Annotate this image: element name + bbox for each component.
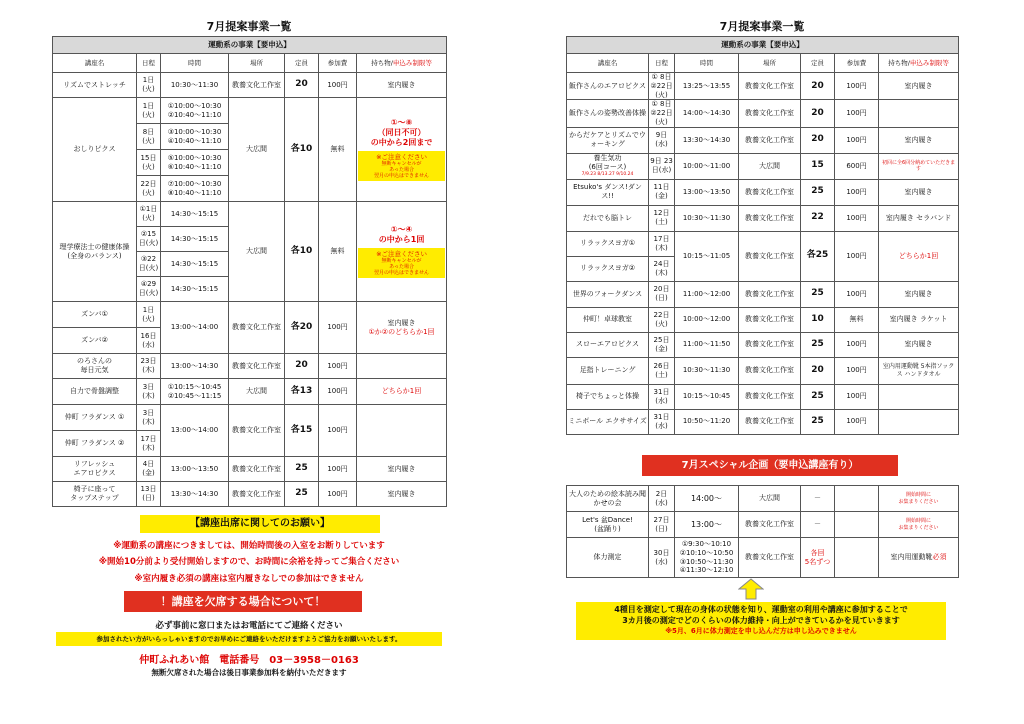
table-row: ズンバ① 1日(火) 13:00～14:00 教養文化工作室 各20 100円 室内履き ①か②のどちらか1回 <box>53 302 447 328</box>
table-row: 理学療法士の健康体操 (全身のバランス) ①1日(火) 14:30～15:15 大広間 各10 無料 ①～④ の中から1回 ※ご注意ください 無断キャンセルが あった場合 翌月の申込はできません <box>53 202 447 227</box>
table-row: リフレッシュ エアロビクス 4日(金) 13:00～13:50 教養文化工作室 25 100円 室内履き <box>53 457 447 482</box>
notice-line-highlight: 参加されたい方がいらっしゃいますのでお早めにご連絡をいただけますようご協力をお願いいたします。 <box>56 632 442 646</box>
warning-box: ※ご注意ください 無断キャンセルが あった場合 翌月の申込はできません <box>358 151 445 182</box>
warning-box: ※ご注意ください 無断キャンセルが あった場合 翌月の申込はできません <box>358 248 445 279</box>
table-row: だれでも脳トレ 12日(土) 10:30～11:30 教養文化工作室 22 100円 室内履き セラバンド <box>567 205 959 231</box>
header-row: 講座名 日程 時間 場所 定員 参加費 持ち物/申込み制限等 <box>567 54 959 73</box>
notice-line: 必ず事前に窓口またはお電話にてご連絡ください <box>155 621 343 631</box>
table-row: スローエアロビクス 25日(金) 11:00～11:50 教養文化工作室 25 100円 室内履き <box>567 332 959 357</box>
table-row: のろさんの 毎日元気 23日(木) 13:00～14:30 教養文化工作室 20 100円 <box>53 354 447 379</box>
table-row: 椅子に座って タップステップ 13日(日) 13:30～14:30 教養文化工作室 25 100円 室内履き <box>53 482 447 507</box>
right-page <box>566 0 958 635</box>
table-row: 自力で骨盤調整 3日(木) ①10:15～10:45 ②10:45～11:15 大広間 各13 100円 どちらか1回 <box>53 379 447 405</box>
table-row: ミニボール エクササイズ 31日(水) 10:50～11:20 教養文化工作室 25 100円 <box>567 409 959 434</box>
special-table <box>566 485 959 578</box>
section-header: 運動系の事業【要申込】 <box>567 37 959 54</box>
table-row: 世界のフォークダンス 20日(日) 11:00～12:00 教養文化工作室 25 100円 室内履き <box>567 281 959 307</box>
table-row: おしりピクス 1日(火) ①10:00～10:30 ②10:40～11:10 大広間 各10 無料 ①～⑧ （同日不可） の中から2回まで ※ご注意ください 無断キャンセルが あった場合 翌月の申込はできません <box>53 98 447 124</box>
table-row: 体力測定 30日(水) ①9:30～10:10 ②10:10～10:50 ③10:50～11:30 ④11:30～12:10 教養文化工作室 各回 5名ずつ 室内用運動靴必須 <box>567 538 959 578</box>
right-schedule-table: 運動系の事業【要申込】 講座名 日程 時間 場所 定員 参加費 持ち物/申込み制限等 飯作さんのエアロビクス ① 8日 ②22日(火) 13:25～13:55 教養文化工作室 20 100円 室内履き 飯作さんの姿勢改善体操 ① 8日 ②22日(火) 14:00～14:30 教養文化工作室 20 100円 からだケアとリズムでウォーキング 9日(水) 13:30～14:30 教養文化工作室 20 100円 室内履き 養生気功 (6回コース) 7/9.23 8/13.27 9/10.24 9日 23日(水) 10:00～11:00 大広間 15 600円 初回に全6回分納めていただきます Etsuko's ダンス!ダンス!! 11日(金) 13:00～13:50 教養文化工作室 25 100円 室内履き だれでも脳トレ 12日(土) 10:30～11:30 教養文化工作室 22 100円 室内履き セラバンド リラックスヨガ① 17日(木) 10:15～11:05 教養文化工作室 各25 100円 どちらか1回 リラックスヨガ② 24日(木) 世界のフォークダンス 20日(日) 11:00～12:00 教養文化工作室 25 100円 室内履き 仲町！卓球教室 22日(火) 10:00～12:00 教養文化工作室 10 無料 室内履き ラケット スローエアロビクス 25日(金) 11:00～11:50 教養文化工作室 25 100円 室内履き 足指トレーニング 26日(土) 10:30～11:30 教養文化工作室 20 100円 室内用運動靴 5本指ソックス ハンドタオル 椅子でちょっと体操 31日(水) 10:15～10:45 教養文化工作室 25 100円 ミニボール エクササイズ 31日(水) 10:50～11:20 教養文化工作室 25 100円 <box>566 36 959 435</box>
notice-line: ※室内履き必須の講座は室内履きなしでの参加はできません <box>134 574 364 584</box>
table-row: 椅子でちょっと体操 31日(水) 10:15～10:45 教養文化工作室 25 100円 <box>567 384 959 409</box>
table-row: 足指トレーニング 26日(土) 10:30～11:30 教養文化工作室 20 100円 室内用運動靴 5本指ソックス ハンドタオル <box>567 357 959 384</box>
notice-line: ※開始10分前より受付開始しますので、お時間に余裕を持ってご集合ください <box>98 557 400 567</box>
special-description: 4種目を測定して現在の身体の状態を知り、運動室の利用や講座に参加することで 3カ月後の測定でどのくらいの体力維持・向上ができているかを見ていきます ※5月、6月に体力測定を申し込んだ方は申し込みできません <box>576 602 946 640</box>
up-arrow-icon <box>738 578 764 600</box>
right-page-title: 7月提案事業一覧 <box>719 20 805 33</box>
special-heading: 7月スペシャル企画（要申込講座有り） <box>642 455 898 476</box>
notice-line: ※運動系の講座につきましては、開始時間後の入室をお断りしています <box>113 541 385 551</box>
table-row: 飯作さんの姿勢改善体操 ① 8日 ②22日(火) 14:00～14:30 教養文化工作室 20 100円 <box>567 100 959 127</box>
phone-number: 仲町ふれあい館 電話番号 03－3958－0163 <box>139 655 359 666</box>
table-row: 飯作さんのエアロビクス ① 8日 ②22日(火) 13:25～13:55 教養文化工作室 20 100円 室内履き <box>567 73 959 100</box>
left-page <box>52 0 446 677</box>
table-row: リズムでストレッチ 1日(火) 10:30～11:30 教養文化工作室 20 100円 室内履き <box>53 73 447 98</box>
table-row: Let's 盆Dance! (盆踊り) 27日(日) 13:00～ 教養文化工作室 － 開始時間に お集まりください <box>567 512 959 538</box>
notice-line: 無断欠席された場合は後日事業参加料を納付いただきます <box>151 668 347 677</box>
notice-heading-2: ！講座を欠席する場合について！ <box>124 591 362 612</box>
table-row: 仲町！卓球教室 22日(火) 10:00～12:00 教養文化工作室 10 無料 室内履き ラケット <box>567 307 959 332</box>
table-row: 養生気功 (6回コース) 7/9.23 8/13.27 9/10.24 9日 23日(水) 10:00～11:00 大広間 15 600円 初回に全6回分納めていただきます <box>567 153 959 179</box>
left-schedule-table: 運動系の事業【要申込】 講座名 日程 時間 場所 定員 参加費 持ち物/申込み制限等 リズムでストレッチ 1日(火) 10:30～11:30 教養文化工作室 20 100円 室内履き おしりピクス 1日(火) ①10:00～10:30 ②10:40～11:10 大広間 各10 無料 ①～⑧ （同日不可） の中から2回まで ※ご注意ください 無断キャンセルが あった場合 翌月の申込はできません 8日(火) ③10:00～10:30 ④10:40～11:10 15日(火) ⑤10:00～10:30 ⑥10:40～11:10 22日(火) ⑦10:00～10:30 ⑧10:40～11:10 理学療法士の健康体操 (全身のバランス) ①1日(火) 14:30～15:15 大広間 各10 無料 ①～④ の中から1回 ※ご注意ください 無断キャンセルが あった場合 翌月の申込はできません ②15日(火) 14:30～15:15 ③22日(火) 14:30～15:15 ④29日(火) 14:30～15:15 ズンバ① 1日(火) 13:00～14:00 教養文化工作室 各20 100円 室内履き ①か②のどちらか1回 ズンバ② 16日(水) のろさんの 毎日元気 23日(木) 13:00～14:30 教養文化工作室 20 100円 自力で骨盤調整 3日(木) ①10:15～10:45 ②10:45～11:15 大広間 各13 100円 どちらか1回 仲町 フラダンス ① 3日(木) 13:00～14:00 教養文化工作室 各15 100円 仲町 フラダンス ② 17日(木) リフレッシュ エアロビクス 4日(金) 13:00～13:50 教養文化工作室 25 100円 室内履き 椅子に座って タップステップ 13日(日) 13:30～14:30 教養文化工作室 25 100円 室内履き <box>52 36 447 507</box>
left-page-title: 7月提案事業一覧 <box>206 20 292 33</box>
header-row: 講座名 日程 時間 場所 定員 参加費 持ち物/申込み制限等 <box>53 54 447 73</box>
table-row: リラックスヨガ① 17日(木) 10:15～11:05 教養文化工作室 各25 100円 どちらか1回 <box>567 231 959 256</box>
table-row: 仲町 フラダンス ① 3日(木) 13:00～14:00 教養文化工作室 各15 100円 <box>53 405 447 431</box>
table-row: 大人のための絵本読み聞かせの会 2日(水) 14:00～ 大広間 － 開始時間に お集まりください <box>567 486 959 512</box>
notice-heading-1: 【講座出席に関してのお願い】 <box>140 515 380 533</box>
section-header: 運動系の事業【要申込】 <box>53 37 447 54</box>
table-row: からだケアとリズムでウォーキング 9日(水) 13:30～14:30 教養文化工作室 20 100円 室内履き <box>567 127 959 153</box>
table-row: Etsuko's ダンス!ダンス!! 11日(金) 13:00～13:50 教養文化工作室 25 100円 室内履き <box>567 179 959 205</box>
